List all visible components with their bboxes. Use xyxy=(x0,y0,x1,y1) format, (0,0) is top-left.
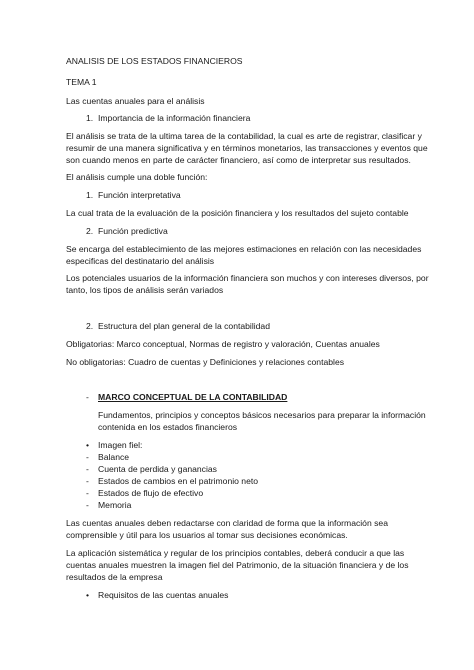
paragraph-line: Obligatorias: Marco conceptual, Normas de registro y valoración, Cuentas anuales xyxy=(66,339,380,349)
paragraph-line: contenida en los estados financieros xyxy=(98,422,238,432)
paragraph-line: Las cuentas anuales deben redactarse con claridad de forma que la información sea xyxy=(66,518,388,528)
list-dash: - xyxy=(86,392,89,402)
list-dash: - xyxy=(86,488,89,498)
list-dash: - xyxy=(86,476,89,486)
paragraph-line: El análisis cumple una doble función: xyxy=(66,172,208,182)
paragraph-line: resumir de una manera significativa y en términos monetarios, las transacciones y eventos que xyxy=(66,143,428,153)
list-item-importancia: Importancia de la información financiera xyxy=(98,113,251,123)
bullet-icon: • xyxy=(86,590,90,600)
list-dash: - xyxy=(86,464,89,474)
paragraph-line: La cual trata de la evaluación de la posición financiera y los resultados del sujeto contable xyxy=(66,208,409,218)
paragraph-line: No obligatorias: Cuadro de cuentas y Definiciones y relaciones contables xyxy=(66,357,345,367)
paragraph-line: tanto, los tipos de análisis serán variados xyxy=(66,285,224,295)
bullet-icon: • xyxy=(86,440,90,450)
list-item: Cuenta de perdida y ganancias xyxy=(98,464,217,474)
list-item-imagen-fiel: Imagen fiel: xyxy=(98,440,143,450)
list-number: 2. xyxy=(86,321,94,331)
document-title: ANALISIS DE LOS ESTADOS FINANCIEROS xyxy=(66,56,243,66)
list-dash: - xyxy=(86,500,89,510)
list-item-requisitos: Requisitos de las cuentas anuales xyxy=(98,590,229,600)
paragraph-line: resultados de la empresa xyxy=(66,572,163,582)
list-item-funcion-predictiva: Función predictiva xyxy=(98,226,168,236)
paragraph-line: El análisis se trata de la ultima tarea de la contabilidad, la cual es arte de registrar, clasificar y xyxy=(66,131,422,141)
list-item-estructura: Estructura del plan general de la contabilidad xyxy=(98,321,270,331)
list-item: Estados de cambios en el patrimonio neto xyxy=(98,476,259,486)
intro-text: Las cuentas anuales para el análisis xyxy=(66,96,205,106)
paragraph-line: Fundamentos, principios y conceptos básicos necesarios para preparar la información xyxy=(98,410,426,420)
paragraph-line: La aplicación sistemática y regular de los principios contables, deberá conducir a que las xyxy=(66,548,405,558)
list-number: 2. xyxy=(86,226,94,236)
paragraph-line: Se encarga del establecimiento de las mejores estimaciones en relación con las necesidades xyxy=(66,244,422,254)
list-number: 1. xyxy=(86,113,94,123)
paragraph-line: especificas del destinatario del análisis xyxy=(66,256,215,266)
paragraph-line: son cuando menos en parte de carácter financiero, así como de interpretar sus resultados. xyxy=(66,155,411,165)
paragraph-line: cuentas anuales muestren la imagen fiel del Patrimonio, de la situación financiera y de los xyxy=(66,560,409,570)
section-heading-marco-conceptual: MARCO CONCEPTUAL DE LA CONTABILIDAD xyxy=(98,392,288,402)
list-item: Balance xyxy=(98,452,130,462)
list-number: 1. xyxy=(86,190,94,200)
list-dash: - xyxy=(86,452,89,462)
list-item: Memoria xyxy=(98,500,132,510)
tema-heading: TEMA 1 xyxy=(66,77,97,87)
paragraph-line: Los potenciales usuarios de la información financiera son muchos y con intereses diversos, por xyxy=(66,273,429,283)
paragraph-line: comprensible y útil para los usuarios al tomar sus decisiones económicas. xyxy=(66,530,348,540)
list-item-funcion-interpretativa: Función interpretativa xyxy=(98,190,181,200)
list-item: Estados de flujo de efectivo xyxy=(98,488,204,498)
